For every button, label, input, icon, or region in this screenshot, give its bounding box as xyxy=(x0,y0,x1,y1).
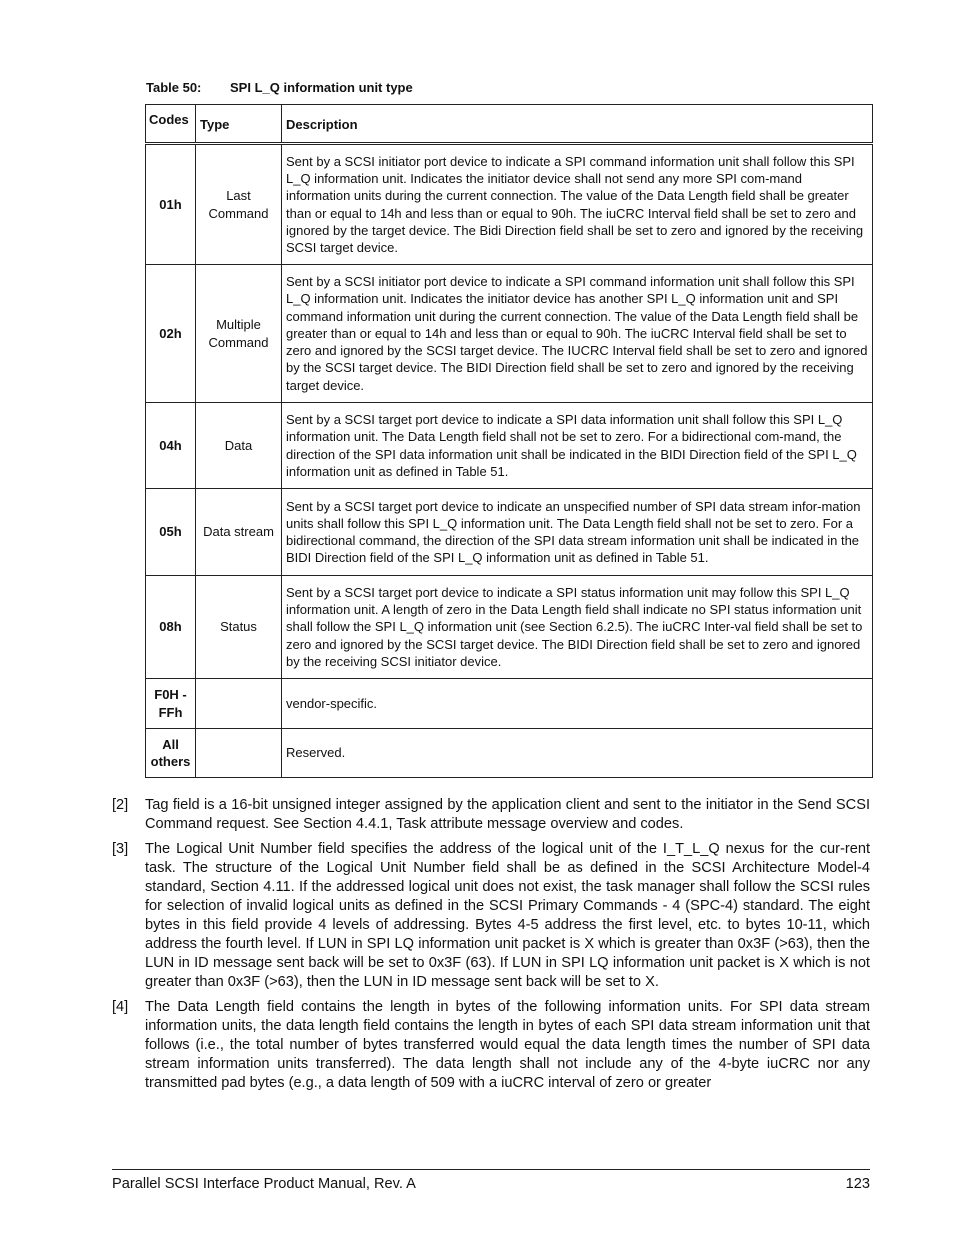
table-row xyxy=(146,729,873,778)
footnote-text: The Data Length field contains the length in bytes of the following information units. For SPI data stream information units, the data length field contains the length in bytes of each SPI data stream information unit that follows (i.e., the total number of bytes transferred would equal the data length times the number of SPI data stream information units transferred). The data length shall not include any of the 4-byte iuCRC nor any transmitted pad bytes (e.g., a data length of 509 with a iuCRC interval of zero or greater xyxy=(145,999,870,1091)
row-type: Last Command xyxy=(196,144,282,265)
row-description: Reserved. xyxy=(282,729,873,778)
footer-manual-title: Parallel SCSI Interface Product Manual, Rev. A xyxy=(112,1176,416,1192)
row-code: 05h xyxy=(146,489,196,576)
row-description: Sent by a SCSI target port device to indicate a SPI data information unit shall follow this SPI L_Q information unit. The Data Length field shall not be set to zero. For a bidirectional com-mand, the direction of the SPI data information unit shall be indicated in the BIDI Direction field of the SPI L_Q information unit as defined in Table 51. xyxy=(282,403,873,489)
row-type xyxy=(196,679,282,729)
footnote-2 xyxy=(112,796,870,834)
table-header-row xyxy=(146,105,873,144)
table-caption-title: SPI L_Q information unit type xyxy=(230,80,413,95)
row-description: Sent by a SCSI initiator port device to indicate a SPI command information unit shall follow this SPI L_Q information unit. Indicates the initiator device has another SPI L_Q information unit and SPI command information unit during the current connection. The value of the Data Length field shall be greater than or equal to 14h and less than or equal to 90h. The iuCRC Interval field shall be set to zero and ignored by the SCSI target device. The IUCRC Interval field shall be set to zero and ignored by the SCSI target device. The BIDI Direction field shall be set to zero and ignored by the receiving target device. xyxy=(282,265,873,403)
table-row xyxy=(146,144,873,265)
footnote-ref: [4] xyxy=(112,999,129,1015)
table-row xyxy=(146,403,873,489)
footnote-text: Tag field is a 16-bit unsigned integer assigned by the application client and sent to the initiator in the Send SCSI Command request. See Section 4.4.1, Task attribute message overview and codes. xyxy=(145,797,870,832)
row-description: Sent by a SCSI target port device to indicate an unspecified number of SPI data stream infor-mation units shall follow this SPI L_Q information unit. The Data Length field shall not be set to zero. For a bidirectional command, the direction of the SPI data stream information unit shall be indicated in the BIDI Direction field of the SPI L_Q information unit as defined in Table 51. xyxy=(282,489,873,576)
header-type: Type xyxy=(196,105,282,144)
table-row xyxy=(146,576,873,679)
header-description: Description xyxy=(282,105,873,144)
table-row xyxy=(146,265,873,403)
footnote-3 xyxy=(112,840,870,992)
row-code: 01h xyxy=(146,144,196,265)
row-code: F0H - FFh xyxy=(146,679,196,729)
footnotes xyxy=(112,796,870,1099)
row-code: 02h xyxy=(146,265,196,403)
row-description: vendor-specific. xyxy=(282,679,873,729)
row-type: Data stream xyxy=(196,489,282,576)
footer-page-number: 123 xyxy=(845,1176,870,1192)
spi-lq-type-table xyxy=(145,104,873,778)
table-row xyxy=(146,489,873,576)
footnote-4 xyxy=(112,998,870,1093)
row-type: Multiple Command xyxy=(196,265,282,403)
footer-divider xyxy=(112,1169,870,1170)
table-caption-number: Table 50: xyxy=(146,80,202,95)
footnote-ref: [2] xyxy=(112,797,129,813)
header-codes: Codes xyxy=(146,105,196,144)
footnote-text: The Logical Unit Number field specifies the address of the logical unit of the I_T_L_Q nexus for the cur-rent task. The structure of the Logical Unit Number field shall be as defined in the SCSI Architecture Model-4 standard, Section 4.11. If the addressed logical unit does not exist, the task manager shall follow the SCSI rules for selection of invalid logical units as defined in the SCSI Primary Commands - 4 (SPC-4) standard. The eight bytes in this field provide 4 levels of addressing. Bytes 4-5 address the first level, etc. to bytes 10-11, which address the fourth level. If LUN in SPI LQ information unit packet is X which is greater than 0x3F (>63), then the LUN in ID message sent back will be set to 0x3F (63). If LUN in SPI LQ information unit packet is X which is not greater than 0x3F (>63), then the LUN in ID message sent back will be set to X. xyxy=(145,841,870,990)
row-type xyxy=(196,729,282,778)
row-description: Sent by a SCSI target port device to indicate a SPI status information unit may follow this SPI L_Q information unit. A length of zero in the Data Length field shall indicate no SPI status information unit shall follow the SPI L_Q information unit (see Section 6.2.5). The iuCRC Inter-val field shall be set to zero and ignored by the SCSI target device. The BIDI Direction field shall be set to zero and ignored by the receiving SCSI initiator device. xyxy=(282,576,873,679)
table-caption xyxy=(146,80,413,95)
row-code: 04h xyxy=(146,403,196,489)
row-code: 08h xyxy=(146,576,196,679)
table-row xyxy=(146,679,873,729)
footnote-ref: [3] xyxy=(112,841,129,857)
row-type: Status xyxy=(196,576,282,679)
row-code: All others xyxy=(146,729,196,778)
row-type: Data xyxy=(196,403,282,489)
row-description: Sent by a SCSI initiator port device to indicate a SPI command information unit shall follow this SPI L_Q information unit. Indicates the initiator device shall not send any more SPI com-mand information units during the current connection. The value of the Data Length field shall be greater than or equal to 14h and less than or equal to 90h. The iuCRC Interval field shall be set to zero and ignored by the target device. The Bidi Direction field shall be set to zero and ignored by the receiving SCSI target device. xyxy=(282,144,873,265)
